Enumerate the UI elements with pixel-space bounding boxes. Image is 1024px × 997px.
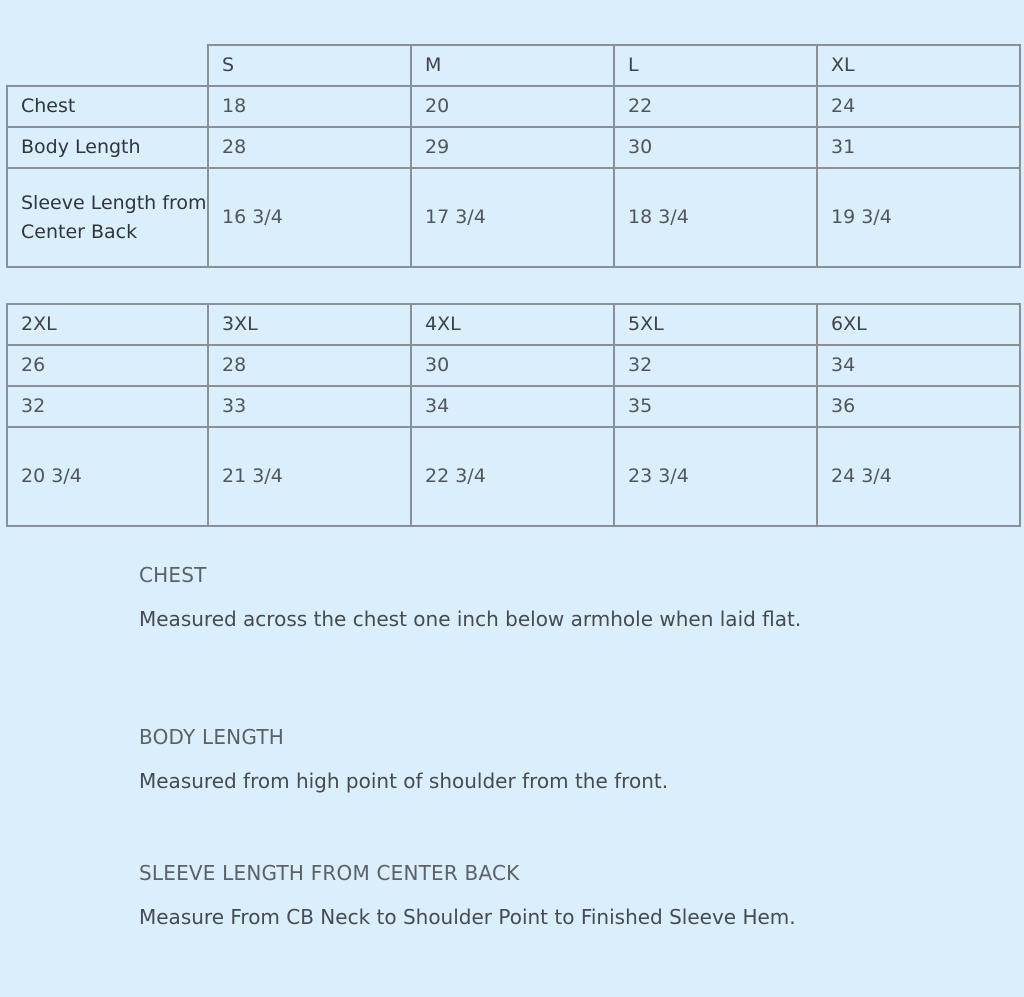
table-cell: 22 3/4: [411, 427, 614, 526]
size-header-m: M: [411, 45, 614, 86]
size-header-3xl: 3XL: [208, 304, 411, 345]
size-header-4xl: 4XL: [411, 304, 614, 345]
size-table-top: [6, 44, 1021, 268]
table-cell: 18: [208, 86, 411, 127]
table-cell: 18 3/4: [614, 168, 817, 267]
table-cell: 32: [614, 345, 817, 386]
note-body-length: [139, 723, 879, 802]
size-table-bottom: [6, 303, 1021, 527]
note-title-body-length: BODY LENGTH: [139, 725, 284, 749]
note-chest: [139, 561, 879, 640]
table-row-body-length: [7, 386, 1020, 427]
table-cell: 20: [411, 86, 614, 127]
table-cell: 16 3/4: [208, 168, 411, 267]
size-header-6xl: 6XL: [817, 304, 1020, 345]
note-text-chest: Measured across the chest one inch below armhole when laid flat.: [139, 607, 802, 631]
table-cell: 17 3/4: [411, 168, 614, 267]
blank-corner-cell: [7, 45, 208, 86]
table-header-row: [7, 304, 1020, 345]
row-label-chest: Chest: [7, 86, 208, 127]
note-title-chest: CHEST: [139, 563, 207, 587]
table-row-sleeve-length: [7, 427, 1020, 526]
table-row-body-length: [7, 127, 1020, 168]
table-cell: 35: [614, 386, 817, 427]
table-cell: 29: [411, 127, 614, 168]
table-cell: 20 3/4: [7, 427, 208, 526]
table-cell: 36: [817, 386, 1020, 427]
table-cell: 30: [614, 127, 817, 168]
table-row-chest: [7, 86, 1020, 127]
table-row-sleeve-length: [7, 168, 1020, 267]
table-cell: 34: [411, 386, 614, 427]
note-text-sleeve-length: Measure From CB Neck to Shoulder Point to Finished Sleeve Hem.: [139, 905, 796, 929]
size-header-5xl: 5XL: [614, 304, 817, 345]
size-header-xl: XL: [817, 45, 1020, 86]
row-label-body-length: Body Length: [7, 127, 208, 168]
table-cell: 19 3/4: [817, 168, 1020, 267]
note-sleeve-length: [139, 859, 879, 938]
table-cell: 33: [208, 386, 411, 427]
table-cell: 26: [7, 345, 208, 386]
table-cell: 34: [817, 345, 1020, 386]
table-cell: 23 3/4: [614, 427, 817, 526]
table-cell: 31: [817, 127, 1020, 168]
table-cell: 28: [208, 345, 411, 386]
table-cell: 30: [411, 345, 614, 386]
table-cell: 22: [614, 86, 817, 127]
note-title-sleeve-length: SLEEVE LENGTH FROM CENTER BACK: [139, 861, 520, 885]
table-cell: 24: [817, 86, 1020, 127]
size-header-l: L: [614, 45, 817, 86]
size-header-s: S: [208, 45, 411, 86]
table-cell: 32: [7, 386, 208, 427]
size-header-2xl: 2XL: [7, 304, 208, 345]
note-text-body-length: Measured from high point of shoulder from the front.: [139, 769, 669, 793]
table-cell: 24 3/4: [817, 427, 1020, 526]
table-cell: 21 3/4: [208, 427, 411, 526]
table-cell: 28: [208, 127, 411, 168]
table-row-chest: [7, 345, 1020, 386]
table-header-row: [7, 45, 1020, 86]
row-label-sleeve-length: Sleeve Length from Center Back: [7, 168, 208, 267]
